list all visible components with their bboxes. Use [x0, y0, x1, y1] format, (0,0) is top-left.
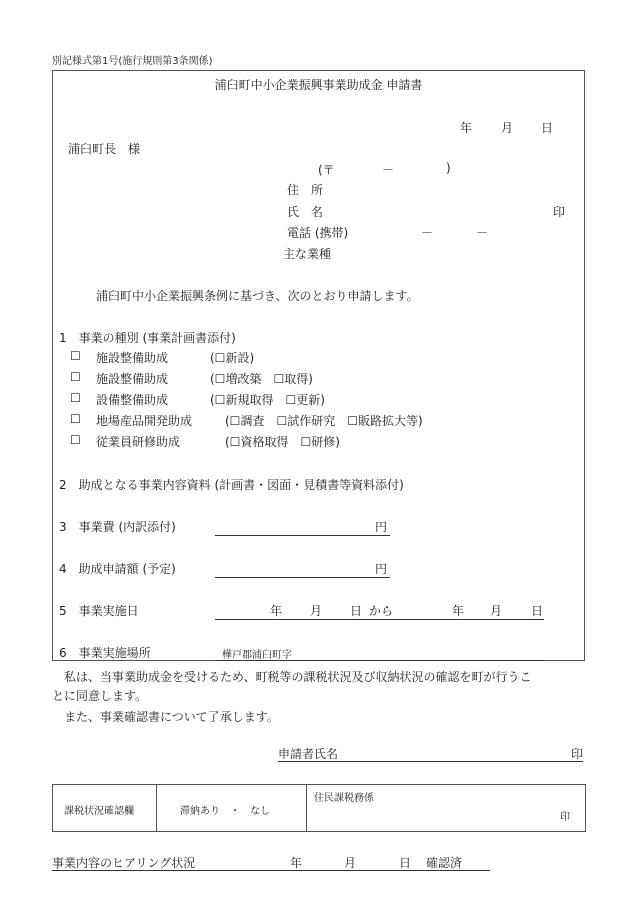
section2-label: 2 助成となる事業内容資料 (計画書・図面・見積書等資料添付): [59, 478, 404, 492]
date-range-kara: から: [369, 604, 394, 618]
application-statement: 浦臼町中小企業振興条例に基づき、次のとおり申請します。: [96, 289, 419, 303]
postal-dash: －: [382, 163, 395, 177]
item-options: (☐資格取得 ☐研修): [225, 435, 340, 449]
to-year: 年: [452, 604, 465, 618]
section3-label: 3 事業費 (内訳添付): [59, 520, 176, 534]
to-day: 日: [531, 604, 544, 618]
hearing-day: 日: [399, 856, 412, 870]
item-options: (☐新規取得 ☐更新): [210, 393, 325, 407]
hearing-year: 年: [290, 856, 303, 870]
hearing-status-line: [52, 870, 490, 871]
business-type-label: 主な業種: [283, 247, 332, 261]
addressee: 浦臼町長 様: [68, 142, 141, 156]
location-field[interactable]: [215, 660, 544, 661]
requested-amount-field[interactable]: [215, 577, 390, 578]
implementation-date-field[interactable]: [215, 619, 544, 620]
item-name: 施設整備助成: [96, 372, 169, 386]
applicant-signature-label: 申請者氏名: [278, 747, 339, 761]
date-year-label: 年: [460, 121, 473, 135]
arrears-choice: 滞納あり ・ なし: [180, 806, 270, 817]
checkbox-icon[interactable]: ☐: [70, 412, 81, 426]
from-year: 年: [270, 604, 283, 618]
checkbox-icon[interactable]: ☐: [70, 370, 81, 384]
hearing-confirmed: 確認済: [426, 856, 463, 870]
item-name: 設備整備助成: [96, 393, 169, 407]
department-seal-mark: 印: [560, 812, 570, 823]
section5-label: 5 事業実施日: [59, 604, 139, 618]
checkbox-icon[interactable]: ☐: [70, 391, 81, 405]
hearing-month: 月: [344, 856, 357, 870]
from-day: 日: [350, 604, 363, 618]
table-divider: [156, 784, 157, 832]
item-options: (☐増改築 ☐取得): [210, 372, 313, 386]
section6-label: 6 事業実施場所: [59, 646, 151, 660]
confirmation-acknowledgement: また、事業確認書について了承します。: [64, 710, 279, 724]
phone-dash-2: －: [476, 226, 489, 240]
postal-close: ): [446, 161, 451, 175]
project-cost-unit: 円: [375, 520, 388, 534]
name-label: 氏 名: [287, 205, 324, 219]
postal-open: (〒: [318, 163, 335, 177]
applicant-signature-field[interactable]: [278, 761, 583, 762]
consent-text-line1: 私は、当事業助成金を受けるため、町税等の課税状況及び収納状況の確認を町が行うこ: [64, 670, 532, 684]
requested-amount-unit: 円: [375, 562, 388, 576]
item-name: 地場産品開発助成: [96, 414, 193, 428]
item-name: 従業員研修助成: [96, 435, 181, 449]
item-options: (☐新設): [210, 351, 255, 365]
item-options: (☐調査 ☐試作研究 ☐販路拡大等): [225, 414, 423, 428]
location-prefix: 樺戸郡浦臼町字: [222, 650, 292, 661]
form-title: 浦臼町中小企業振興事業助成金 申請書: [214, 78, 423, 92]
table-divider: [306, 784, 307, 832]
tax-status-label: 課税状況確認欄: [64, 806, 134, 817]
date-month-label: 月: [501, 121, 514, 135]
checkbox-icon[interactable]: ☐: [70, 433, 81, 447]
consent-text-line2: とに同意します。: [52, 689, 148, 703]
item-name: 施設整備助成: [96, 351, 169, 365]
section4-label: 4 助成申請額 (予定): [59, 562, 176, 576]
applicant-seal-mark: 印: [553, 205, 566, 219]
form-number-note: 別記様式第1号(施行規則第3条関係): [52, 56, 213, 67]
phone-dash-1: －: [421, 226, 434, 240]
address-label: 住 所: [287, 183, 324, 197]
to-month: 月: [490, 604, 503, 618]
phone-label: 電話 (携帯): [287, 226, 349, 240]
hearing-status-label: 事業内容のヒアリング状況: [52, 856, 196, 870]
from-month: 月: [310, 604, 323, 618]
date-day-label: 日: [541, 121, 554, 135]
project-cost-field[interactable]: [215, 535, 390, 536]
signature-seal-mark: 印: [571, 747, 584, 761]
checkbox-icon[interactable]: ☐: [70, 349, 81, 363]
tax-department-label: 住民課税務係: [314, 793, 374, 804]
section1-heading: 1 事業の種別 (事業計画書添付): [59, 331, 236, 345]
